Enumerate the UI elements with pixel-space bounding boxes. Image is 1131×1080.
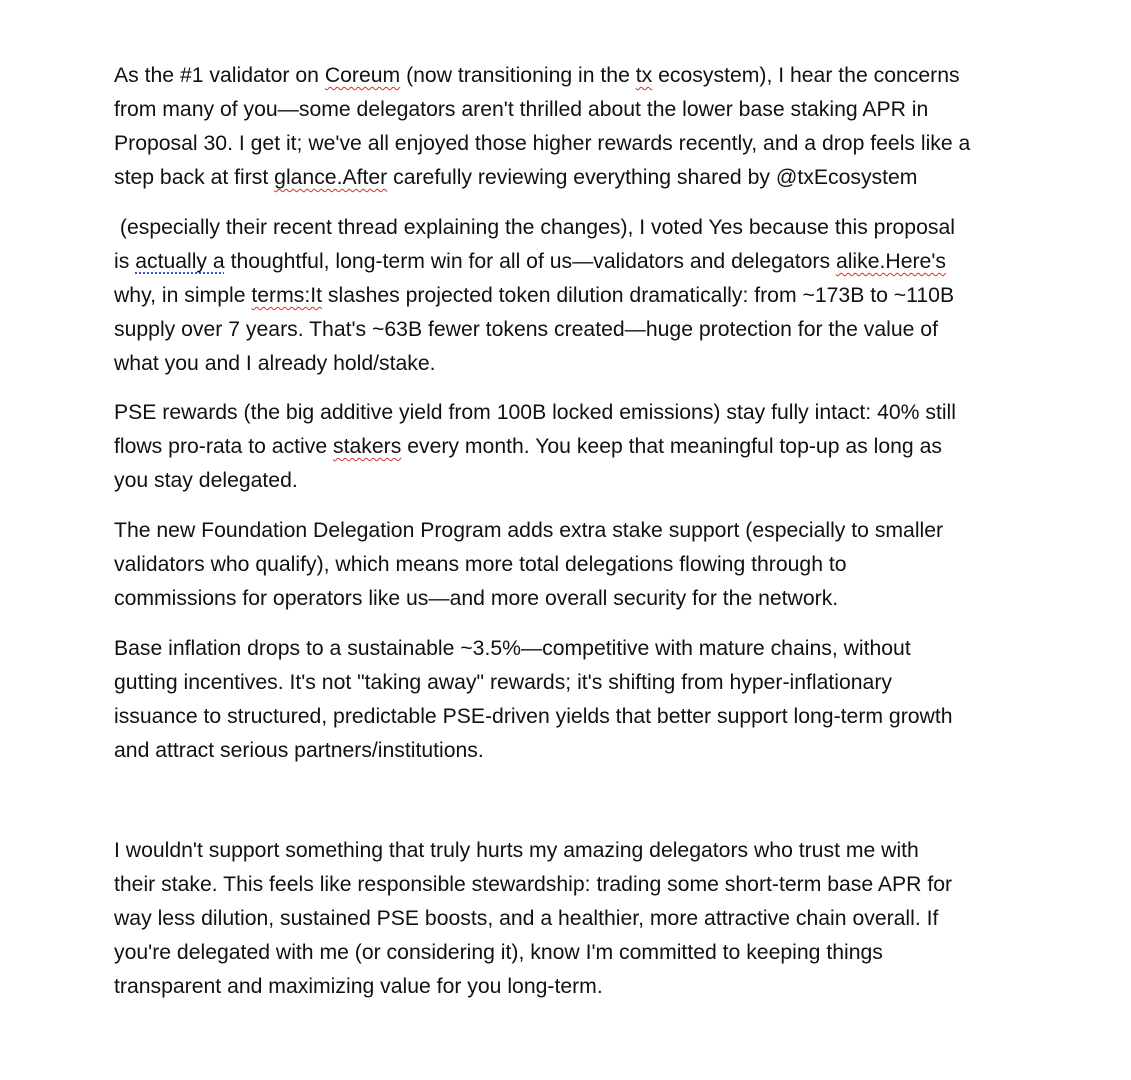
text-line bbox=[114, 514, 1054, 548]
text-run: is bbox=[114, 250, 136, 273]
text-run: why, in simple bbox=[114, 284, 252, 307]
text-run: you're delegated with me (or considering it), know I'm committed to keeping things bbox=[114, 941, 883, 964]
spellcheck-word[interactable]: stakers bbox=[333, 435, 402, 458]
text-run: As the #1 validator on bbox=[114, 64, 325, 87]
paragraph-delegation-program bbox=[114, 514, 1054, 616]
text-line bbox=[114, 211, 1054, 245]
text-line bbox=[114, 430, 1054, 464]
text-line bbox=[114, 666, 1054, 700]
text-line bbox=[114, 464, 1054, 498]
paragraph-vote-reason bbox=[114, 211, 1054, 381]
text-run: from many of you—some delegators aren't thrilled about the lower base staking APR in bbox=[114, 98, 929, 121]
text-run: supply over 7 years. That's ~63B fewer tokens created—huge protection for the value of bbox=[114, 318, 938, 341]
text-run: PSE rewards (the big additive yield from 100B locked emissions) stay fully intact: 40% still bbox=[114, 401, 956, 424]
text-line bbox=[114, 868, 1054, 902]
text-line bbox=[114, 548, 1054, 582]
text-line bbox=[114, 700, 1054, 734]
text-line bbox=[114, 632, 1054, 666]
text-run: way less dilution, sustained PSE boosts, and a healthier, more attractive chain overall. If bbox=[114, 907, 939, 930]
text-run: Base inflation drops to a sustainable ~3.5%—competitive with mature chains, without bbox=[114, 637, 911, 660]
spellcheck-word[interactable]: alike.Here's bbox=[835, 250, 946, 273]
text-line bbox=[114, 902, 1054, 936]
text-line bbox=[114, 396, 1054, 430]
text-run: Proposal 30. I get it; we've all enjoyed those higher rewards recently, and a drop feels like a bbox=[114, 132, 971, 155]
text-line bbox=[114, 161, 1054, 195]
text-run: step back at first bbox=[114, 166, 275, 189]
text-run: thoughtful, long-term win for all of us—validators and delegators bbox=[224, 250, 836, 273]
text-line bbox=[114, 279, 1054, 313]
text-run: issuance to structured, predictable PSE-driven yields that better support long-term growth bbox=[114, 705, 953, 728]
text-run: their stake. This feels like responsible stewardship: trading some short-term base APR for bbox=[114, 873, 953, 896]
text-run: slashes projected token dilution dramatically: from ~173B to ~110B bbox=[322, 284, 955, 307]
text-run: I wouldn't support something that truly hurts my amazing delegators who trust me with bbox=[114, 839, 919, 862]
grammar-flag[interactable]: actually a bbox=[135, 250, 225, 273]
text-run: The new Foundation Delegation Program adds extra stake support (especially to smaller bbox=[114, 519, 944, 542]
text-run: carefully reviewing everything shared by @txEcosystem bbox=[387, 166, 918, 189]
text-line bbox=[114, 734, 1054, 768]
paragraph-base-inflation bbox=[114, 632, 1054, 768]
spellcheck-word[interactable]: glance.After bbox=[274, 166, 388, 189]
text-run: transparent and maximizing value for you long-term. bbox=[114, 975, 603, 998]
spellcheck-word[interactable]: Coreum bbox=[324, 64, 401, 87]
text-run: and attract serious partners/institutions. bbox=[114, 739, 484, 762]
text-line bbox=[114, 347, 1054, 381]
text-line bbox=[114, 582, 1054, 616]
text-line bbox=[114, 127, 1054, 161]
spellcheck-word[interactable]: terms:It bbox=[251, 284, 323, 307]
text-run: validators who qualify), which means more total delegations flowing through to bbox=[114, 553, 847, 576]
paragraph-closing bbox=[114, 834, 1054, 1004]
text-line bbox=[114, 834, 1054, 868]
text-run: you stay delegated. bbox=[114, 469, 298, 492]
text-run: commissions for operators like us—and more overall security for the network. bbox=[114, 587, 839, 610]
paragraph-pse-rewards bbox=[114, 396, 1054, 498]
text-line bbox=[114, 936, 1054, 970]
text-run: gutting incentives. It's not "taking away" rewards; it's shifting from hyper-inflationary bbox=[114, 671, 892, 694]
text-line bbox=[114, 59, 1054, 93]
text-run: every month. You keep that meaningful top-up as long as bbox=[401, 435, 942, 458]
text-run: flows pro-rata to active bbox=[114, 435, 334, 458]
text-line bbox=[114, 313, 1054, 347]
text-line bbox=[114, 970, 1054, 1004]
text-line bbox=[114, 245, 1054, 279]
text-run: (now transitioning in the bbox=[400, 64, 636, 87]
text-run: (especially their recent thread explaining the changes), I voted Yes because this proposal bbox=[114, 216, 955, 239]
paragraph-intro bbox=[114, 59, 1054, 195]
text-line bbox=[114, 93, 1054, 127]
text-run: ecosystem), I hear the concerns bbox=[652, 64, 960, 87]
text-run: what you and I already hold/stake. bbox=[114, 352, 436, 375]
spellcheck-word[interactable]: tx bbox=[635, 64, 653, 87]
